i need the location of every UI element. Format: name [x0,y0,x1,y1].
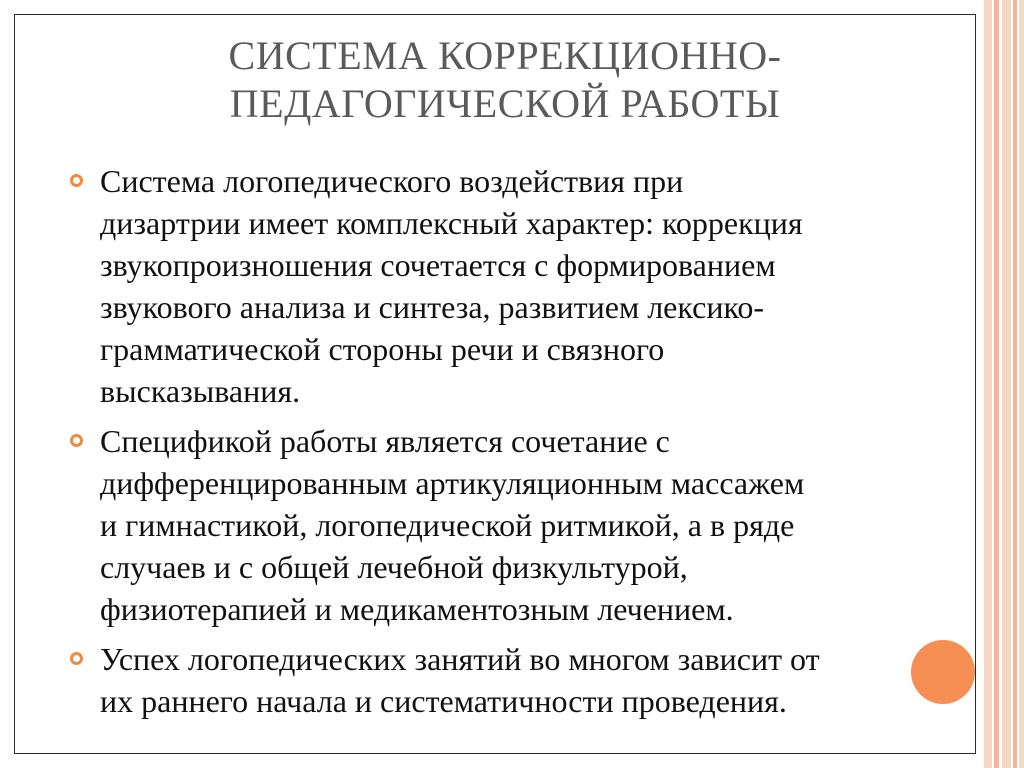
decorative-stripes [984,0,1024,768]
bullet-item-2 [70,420,970,630]
bullet-item-1 [70,160,970,412]
bullet-2-line-4: случаев и с общей лечебной физкультурой, [100,549,688,585]
bullet-list [70,160,970,730]
circle-bullet-icon [70,652,83,665]
bullet-2-line-5: физиотерапией и медикаментозным лечением. [100,591,734,627]
stripe-5 [1019,0,1024,768]
stripe-3 [1002,0,1011,768]
bullet-1-line-3: звукопроизношения сочетается с формированием [100,247,776,283]
bullet-1-line-2: дизартрии имеет комплексный характер: коррекция [100,205,803,241]
title-line-1: СИСТЕМА КОРРЕКЦИОННО- [228,33,782,78]
bullet-item-3 [70,638,970,722]
circle-bullet-icon [70,174,83,187]
title-line-2: ПЕДАГОГИЧЕСКОЙ РАБОТЫ [229,81,781,126]
circle-bullet-icon [70,434,83,447]
slide-title [60,32,950,128]
bullet-2-line-3: и гимнастикой, логопедической ритмикой, а в ряде [100,507,795,543]
bullet-3-line-2: их раннего начала и систематичности проведения. [100,683,787,719]
bullet-1-line-1: Система логопедического воздействия при [100,163,684,199]
bullet-3-line-1: Успех логопедических занятий во многом зависит от [100,641,820,677]
orange-circle-decoration [911,640,975,704]
bullet-1-line-4: звукового анализа и синтеза, развитием лексико- [100,289,765,325]
stripe-1 [984,0,992,768]
bullet-1-line-5: грамматической стороны речи и связного [100,331,665,367]
stripe-4 [1013,0,1017,768]
bullet-2-line-1: Спецификой работы является сочетание с [100,423,670,459]
bullet-2-line-2: дифференцированным артикуляционным массажем [100,465,805,501]
bullet-1-line-6: высказывания. [100,373,301,409]
stripe-2 [994,0,999,768]
